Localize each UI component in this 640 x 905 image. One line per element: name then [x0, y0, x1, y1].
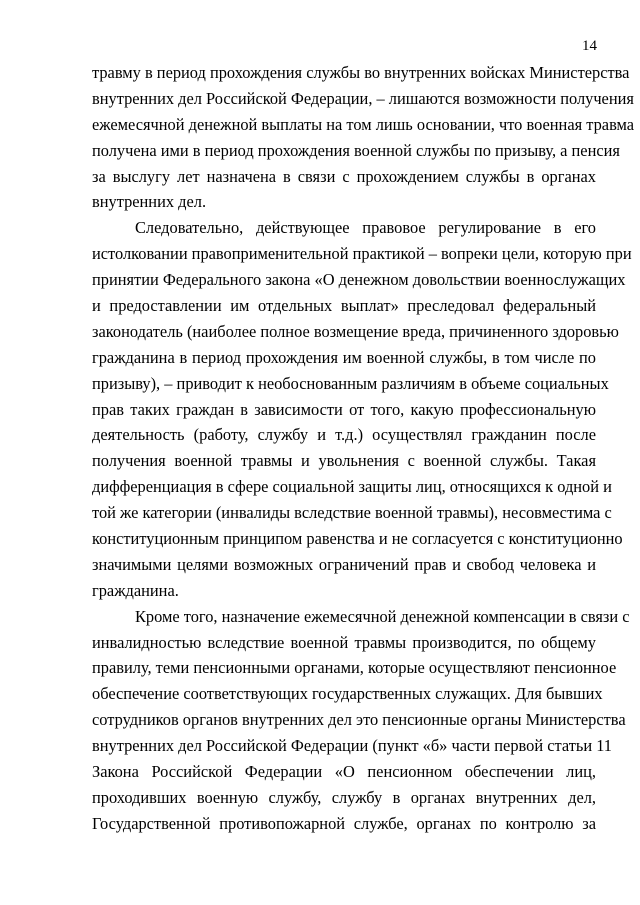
text-line: законодатель (наиболее полное возмещение вреда, причиненного здоровью: [92, 321, 619, 341]
text-line: инвалидностью вследствие военной травмы производится, по общему: [92, 632, 596, 652]
text-line: прав таких граждан в зависимости от того, какую профессиональную: [92, 399, 596, 419]
text-line: деятельность (работу, службу и т.д.) осуществлял гражданин после: [92, 425, 596, 445]
text-line: призыву), – приводит к необоснованным различиям в объеме социальных: [92, 373, 609, 393]
text-line: Государственной противопожарной службе, органах по контролю за: [92, 813, 596, 833]
text-line: гражданина в период прохождения им военной службы, в том числе по: [92, 347, 596, 367]
text-line: внутренних дел Российской Федерации (пункт «б» части первой статьи 11: [92, 736, 612, 756]
text-line: той же категории (инвалиды вследствие военной травмы), несовместима с: [92, 503, 612, 523]
text-line: получения военной травмы и увольнения с военной службы. Такая: [92, 451, 596, 471]
document-body: [92, 60, 635, 837]
text-line: Закона Российской Федерации «О пенсионном обеспечении лиц,: [92, 762, 596, 782]
paragraph-1: [92, 60, 635, 215]
text-line: внутренних дел.: [92, 192, 207, 212]
text-line: дифференциация в сфере социальной защиты лиц, относящихся к одной и: [92, 477, 612, 497]
text-line: за выслугу лет назначена в связи с прохождением службы в органах: [92, 166, 596, 186]
text-line: истолковании правоприменительной практикой – вопреки цели, которую при: [92, 244, 632, 264]
text-line: обеспечение соответствующих государственных служащих. Для бывших: [92, 684, 603, 704]
text-line: конституционным принципом равенства и не согласуется с конституционно: [92, 529, 623, 549]
text-line: травму в период прохождения службы во внутренних войсках Министерства: [92, 63, 630, 82]
text-line: сотрудников органов внутренних дел это пенсионные органы Министерства: [92, 710, 626, 730]
text-line: ежемесячной денежной выплаты на том лишь основании, что военная травма: [92, 114, 635, 134]
text-line: Следовательно, действующее правовое регулирование в его: [135, 218, 596, 238]
paragraph-3: [92, 604, 630, 837]
text-line: правилу, теми пенсионными органами, которые осуществляют пенсионное: [92, 658, 617, 678]
text-line: и предоставлении им отдельных выплат» преследовал федеральный: [92, 296, 596, 316]
text-line: принятии Федерального закона «О денежном довольствии военнослужащих: [92, 270, 626, 290]
text-line: гражданина.: [92, 580, 179, 600]
paragraph-2: [92, 215, 632, 603]
text-line: получена ими в период прохождения военной службы по призыву, а пенсия: [92, 140, 620, 160]
page-number: 14: [582, 38, 597, 54]
text-line: значимыми целями возможных ограничений прав и свобод человека и: [92, 554, 596, 574]
text-line: проходивших военную службу, службу в органах внутренних дел,: [92, 787, 596, 807]
text-line: Кроме того, назначение ежемесячной денежной компенсации в связи с: [135, 606, 630, 626]
text-line: внутренних дел Российской Федерации, – лишаются возможности получения: [92, 88, 634, 108]
